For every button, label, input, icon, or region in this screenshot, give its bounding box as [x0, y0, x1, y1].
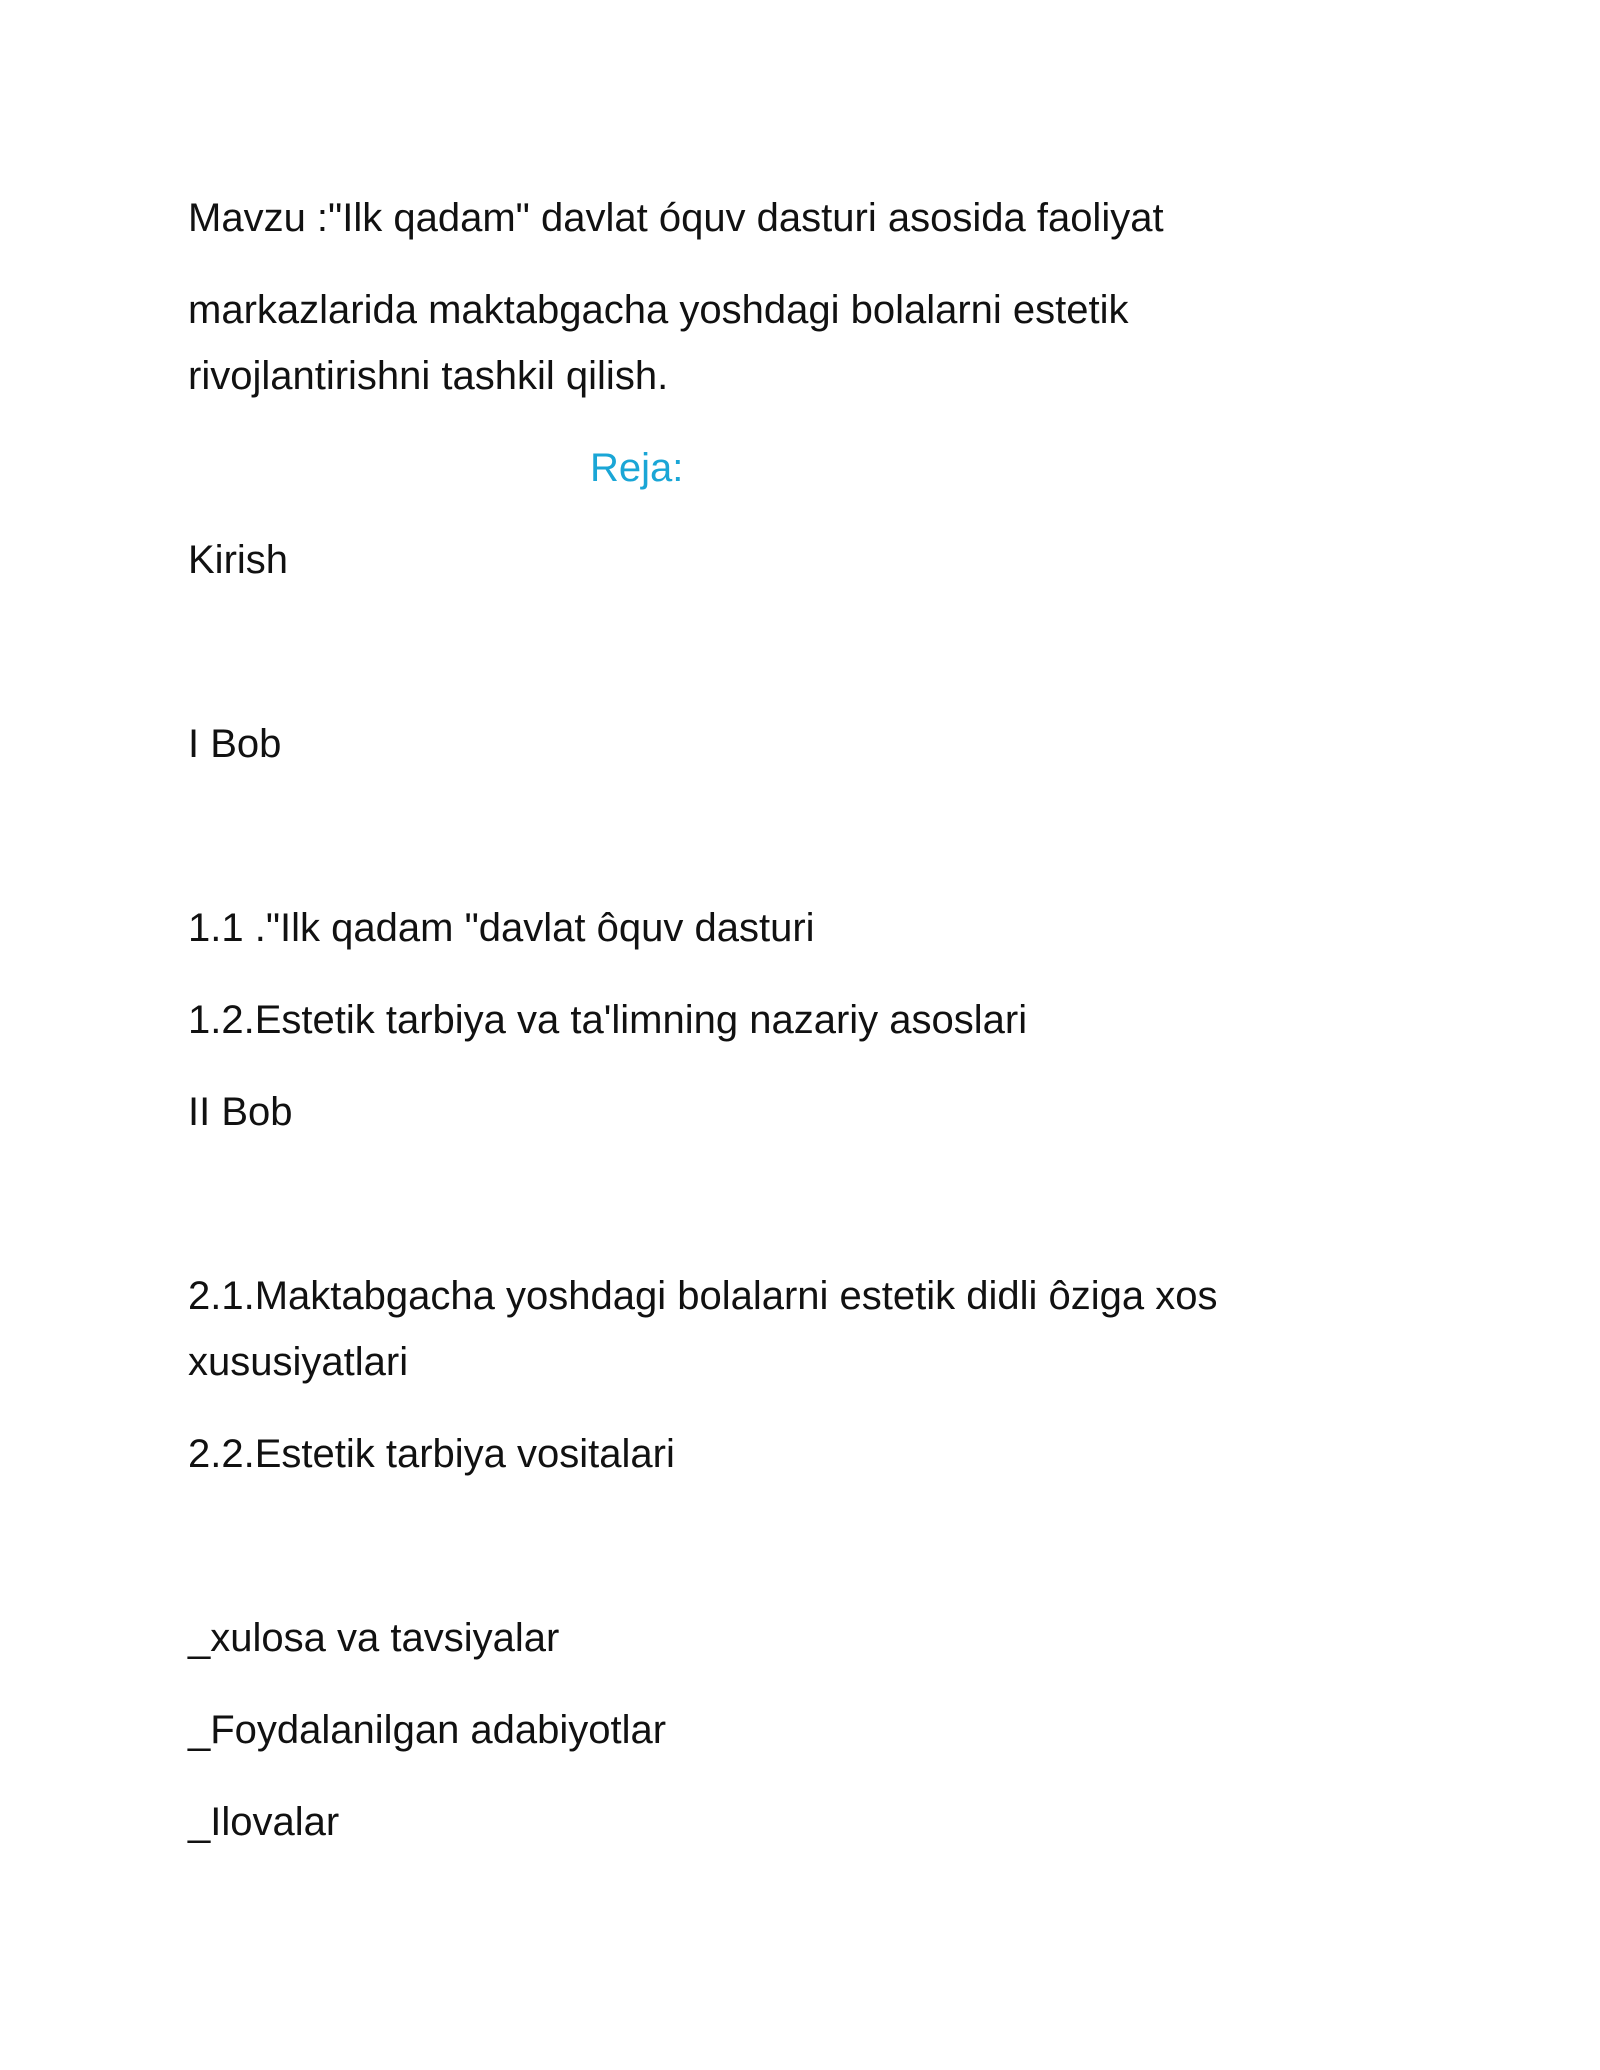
- topic-line-1: Mavzu :"Ilk qadam" davlat óquv dasturi asosida faoliyat: [188, 196, 1164, 240]
- item-chapter-1: I Bob: [188, 722, 282, 766]
- item-conclusion: _xulosa va tavsiyalar: [188, 1616, 560, 1660]
- item-chapter-2: II Bob: [188, 1090, 293, 1134]
- item-section-1-1: 1.1 ."Ilk qadam "davlat ôquv dasturi: [188, 906, 815, 950]
- topic-line-2: markazlarida maktabgacha yoshdagi bolalarni estetik: [188, 288, 1129, 332]
- topic-line-3: rivojlantirishni tashkil qilish.: [188, 354, 669, 398]
- item-appendices: _Ilovalar: [188, 1800, 340, 1844]
- plan-heading: Reja:: [590, 446, 684, 490]
- item-references: _Foydalanilgan adabiyotlar: [188, 1708, 667, 1752]
- item-section-2-2: 2.2.Estetik tarbiya vositalari: [188, 1432, 675, 1476]
- item-section-1-2: 1.2.Estetik tarbiya va ta'limning nazariy asoslari: [188, 998, 1028, 1042]
- item-kirish: Kirish: [188, 538, 289, 582]
- item-section-2-1: 2.1.Maktabgacha yoshdagi bolalarni estetik didli ôziga xos: [188, 1274, 1218, 1318]
- item-section-2-1-continued: xususiyatlari: [188, 1340, 409, 1384]
